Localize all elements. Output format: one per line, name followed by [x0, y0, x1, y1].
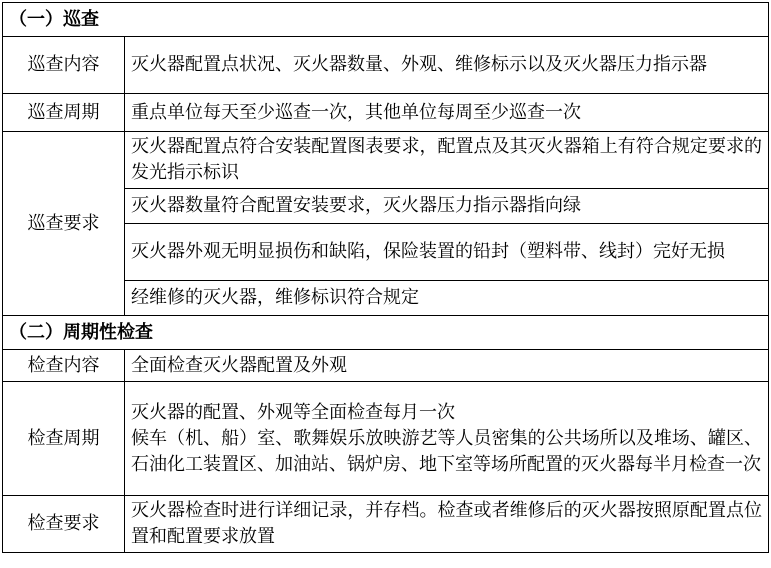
table-row — [3, 94, 769, 132]
row-content: 重点单位每天至少巡查一次，其他单位每周至少巡查一次 — [125, 94, 769, 132]
row-label: 检查内容 — [3, 350, 125, 382]
section-heading-periodic: （二）周期性检查 — [3, 316, 769, 350]
row-label: 检查要求 — [3, 496, 125, 553]
period-line: 候车（机、船）室、歌舞娱乐放映游艺等人员密集的公共场所以及堆场、罐区、石油化工装置区、加油站、锅炉房、地下室等场所配置的灭火器每半月检查一次 — [131, 427, 762, 475]
row-content: 灭火器配置点状况、灭火器数量、外观、维修标示以及灭火器压力指示器 — [125, 37, 769, 94]
section-heading-row — [3, 3, 769, 37]
table-row — [3, 132, 769, 189]
requirement-item: 灭火器数量符合配置安装要求，灭火器压力指示器指向绿 — [125, 189, 769, 224]
requirement-item: 经维修的灭火器，维修标识符合规定 — [125, 281, 769, 316]
period-line: 灭火器的配置、外观等全面检查每月一次 — [131, 401, 455, 423]
inspection-table — [2, 2, 769, 553]
row-label: 巡查要求 — [3, 132, 125, 316]
section-heading-row — [3, 316, 769, 350]
row-content: 全面检查灭火器配置及外观 — [125, 350, 769, 382]
requirement-item: 灭火器配置点符合安装配置图表要求，配置点及其灭火器箱上有符合规定要求的发光指示标识 — [125, 132, 769, 189]
table-row — [3, 37, 769, 94]
row-content: 灭火器检查时进行详细记录，并存档。检查或者维修后的灭火器按照原配置点位置和配置要求放置 — [125, 496, 769, 553]
table-row — [3, 496, 769, 553]
table-row — [3, 382, 769, 496]
row-label: 巡查周期 — [3, 94, 125, 132]
section-heading-patrol: （一）巡查 — [3, 3, 769, 37]
row-label: 巡查内容 — [3, 37, 125, 94]
row-label: 检查周期 — [3, 382, 125, 496]
requirement-item: 灭火器外观无明显损伤和缺陷，保险装置的铅封（塑料带、线封）完好无损 — [125, 224, 769, 281]
row-content — [125, 382, 769, 496]
table-row — [3, 350, 769, 382]
